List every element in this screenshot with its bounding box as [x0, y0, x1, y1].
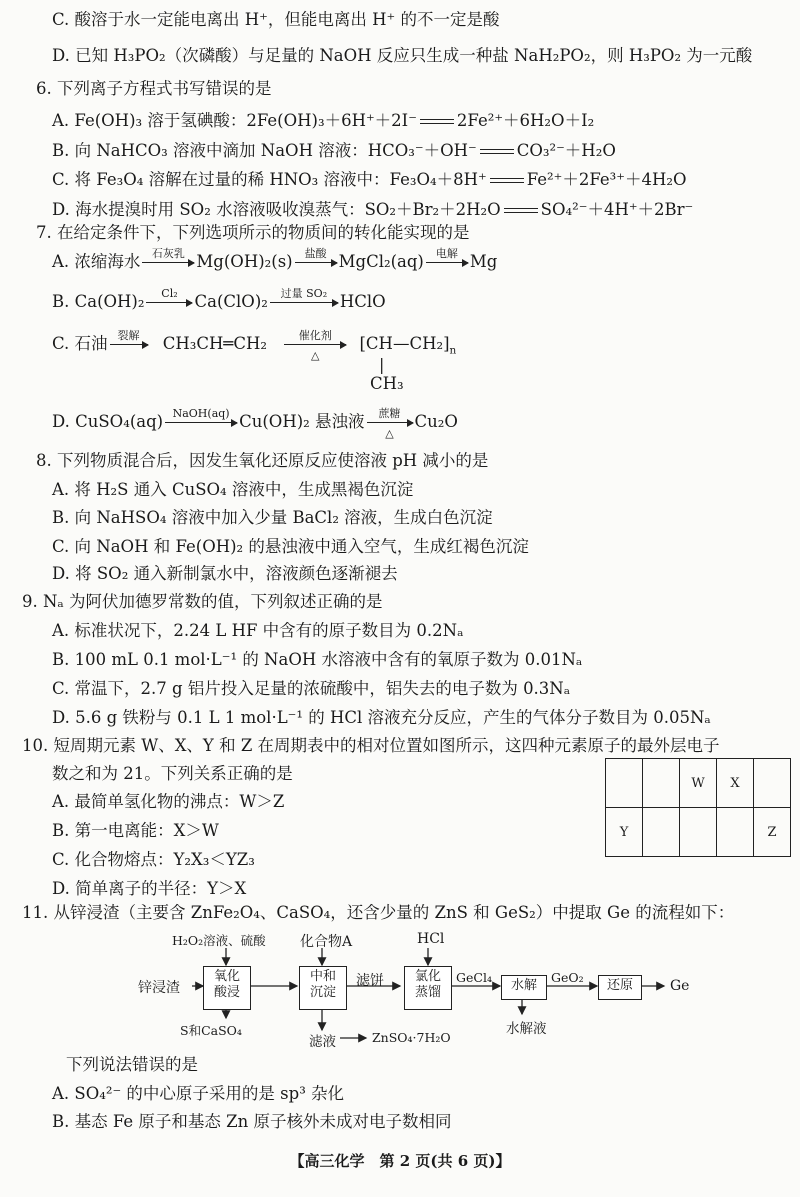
q6-option-d	[52, 198, 693, 222]
arrow-condition: 盐酸	[304, 247, 327, 260]
q6c-right: Fe²⁺＋2Fe³⁺＋4H₂O	[526, 170, 687, 189]
flow-box-label: 中和 沉淀	[309, 969, 336, 1000]
arrow	[426, 247, 468, 263]
flow-end: Ge	[670, 978, 690, 994]
q7c-polymer: [CH—CH₂]	[359, 334, 450, 353]
arrow-condition: NaOH(aq)	[172, 407, 230, 420]
q10-option-a: A. 最简单氢化物的沸点：W＞Z	[52, 792, 285, 811]
flow-mid-1: 滤饼	[356, 973, 384, 989]
q11-option-a: A. SO₄²⁻ 的中心原子采用的是 sp³ 杂化	[52, 1084, 345, 1103]
question-11-stem: 11. 从锌浸渣（主要含 ZnFe₂O₄、CaSO₄，还含少量的 ZnS 和 GeS₂）中提取 Ge 的流程如下：	[22, 903, 735, 922]
q7a-2: Mg(OH)₂(s)	[196, 252, 293, 271]
arrow-condition: 催化剂	[298, 329, 332, 342]
arrow	[270, 287, 338, 303]
option-c-prev: C. 酸溶于水一定能电离出 H⁺，但能电离出 H⁺ 的不一定是酸	[52, 10, 500, 29]
flow-output-2b: ZnSO₄·7H₂O	[372, 1030, 451, 1045]
q7c-2: CH₃CH═CH₂	[162, 334, 267, 353]
q6a-left: A. Fe(OH)₃ 溶于氢碘酸：2Fe(OH)₃＋6H⁺＋2I⁻	[52, 111, 417, 130]
table-cell	[680, 808, 717, 857]
arrow-condition: Cl₂	[161, 287, 178, 300]
q6c-left: C. 将 Fe₃O₄ 溶解在过量的稀 HNO₃ 溶液中：Fe₃O₄＋8H⁺	[52, 170, 487, 189]
q7b-2: Ca(ClO)₂	[194, 292, 268, 311]
q8-option-b: B. 向 NaHSO₄ 溶液中加入少量 BaCl₂ 溶液，生成白色沉淀	[52, 508, 493, 527]
periodic-table-grid	[605, 758, 791, 857]
option-d-prev: D. 已知 H₃PO₂（次磷酸）与足量的 NaOH 反应只生成一种盐 NaH₂PO₂，则 H₃PO₂ 为一元酸	[52, 46, 753, 65]
flow-box-label: 氯化 蒸馏	[414, 969, 441, 1000]
arrow	[295, 247, 337, 263]
table-row	[606, 759, 791, 808]
q6d-right: SO₄²⁻＋4H⁺＋2Br⁻	[540, 200, 694, 219]
equals-sign	[420, 119, 454, 124]
table-cell	[643, 759, 680, 808]
q7-option-c	[52, 329, 457, 362]
flow-input-1: H₂O₂溶液、硫酸	[172, 933, 266, 948]
arrow	[142, 247, 194, 263]
q7c-branch-bond: |	[379, 355, 385, 374]
flow-box-label: 氧化 酸浸	[213, 969, 240, 1000]
question-8-stem: 8. 下列物质混合后，因发生氧化还原反应使溶液 pH 减小的是	[36, 451, 489, 470]
q9-option-c: C. 常温下，2.7 g 铝片投入足量的浓硫酸中，铝失去的电子数为 0.3Nₐ	[52, 679, 571, 698]
q7-option-a	[52, 247, 498, 274]
q7a-3: MgCl₂(aq)	[338, 252, 424, 271]
flow-box-5: 还原	[598, 975, 642, 1000]
flow-input-2: 化合物A	[300, 934, 353, 950]
question-10-stem: 10. 短周期元素 W、X、Y 和 Z 在周期表中的相对位置如图所示，这四种元素原子的最外层电子	[22, 736, 720, 755]
q8-option-a: A. 将 H₂S 通入 CuSO₄ 溶液中，生成黑褐色沉淀	[52, 480, 414, 499]
q10-option-b: B. 第一电离能：X＞W	[52, 821, 219, 840]
flow-input-3: HCl	[417, 931, 445, 947]
flow-box-1	[203, 966, 251, 1010]
table-cell: W	[680, 759, 717, 808]
q6b-left: B. 向 NaHCO₃ 溶液中滴加 NaOH 溶液：HCO₃⁻＋OH⁻	[52, 141, 477, 160]
q7d-3: Cu₂O	[414, 412, 458, 431]
table-row	[606, 808, 791, 857]
table-cell: X	[717, 759, 754, 808]
q8-option-c: C. 向 NaOH 和 Fe(OH)₂ 的悬浊液中通入空气，生成红褐色沉淀	[52, 537, 529, 556]
q7d-1: D. CuSO₄(aq)	[52, 412, 164, 431]
flow-output-2: 滤液	[309, 1034, 336, 1050]
q6a-right: 2Fe²⁺＋6H₂O＋I₂	[456, 111, 595, 130]
flow-output-3: 水解液	[506, 1021, 547, 1037]
table-cell: Y	[606, 808, 643, 857]
arrow-condition: 蔗糖	[378, 407, 401, 420]
q7-option-b	[52, 287, 386, 314]
q6-option-a	[52, 109, 594, 133]
q9-option-a: A. 标准状况下，2.24 L HF 中含有的原子数目为 0.2Nₐ	[52, 621, 464, 640]
q10-option-d: D. 简单离子的半径：Y＞X	[52, 879, 247, 898]
heat-symbol: △	[385, 427, 394, 440]
heat-symbol: △	[311, 349, 320, 362]
table-cell	[754, 759, 791, 808]
q11-option-b: B. 基态 Fe 原子和基态 Zn 原子核外未成对电子数相同	[52, 1112, 452, 1131]
q9-option-b: B. 100 mL 0.1 mol·L⁻¹ 的 NaOH 水溶液中含有的氧原子数为 0.01Nₐ	[52, 650, 583, 669]
equals-sign	[480, 149, 514, 154]
arrow-condition: 石灰乳	[151, 247, 185, 260]
flow-output-1: S和CaSO₄	[180, 1023, 242, 1038]
arrow	[110, 329, 148, 345]
question-9-stem: 9. Nₐ 为阿伏加德罗常数的值，下列叙述正确的是	[22, 592, 383, 611]
question-6-stem: 6. 下列离子方程式书写错误的是	[36, 79, 272, 98]
arrow	[284, 329, 346, 362]
q7a-4: Mg	[469, 252, 498, 271]
q7b-3: HClO	[339, 292, 386, 311]
flow-box-2	[299, 966, 347, 1010]
q7c-methyl: CH₃	[370, 374, 404, 393]
polymer-n: n	[449, 344, 457, 357]
q7c-1: C. 石油	[52, 334, 108, 353]
question-10-stem-cont: 数之和为 21。下列关系正确的是	[52, 764, 293, 783]
q6-option-c	[52, 168, 687, 192]
q9-option-d: D. 5.6 g 铁粉与 0.1 L 1 mol·L⁻¹ 的 HCl 溶液充分反应，产生的气体分子数目为 0.05Nₐ	[52, 708, 711, 727]
q7-option-d	[52, 407, 458, 440]
question-7-stem: 7. 在给定条件下，下列选项所示的物质间的转化能实现的是	[36, 223, 470, 242]
flow-box-4: 水解	[501, 975, 547, 1000]
arrow	[367, 407, 413, 440]
table-cell: Z	[754, 808, 791, 857]
equals-sign	[504, 208, 538, 213]
page-footer: 【高三化学 第 2 页(共 6 页)】	[289, 1152, 511, 1170]
q7d-2: Cu(OH)₂ 悬浊液	[239, 412, 365, 431]
q11-substem: 下列说法错误的是	[66, 1055, 198, 1074]
arrow	[146, 287, 192, 303]
arrow-condition: 过量 SO₂	[280, 287, 328, 300]
arrow-condition: 裂解	[117, 329, 140, 342]
table-cell	[643, 808, 680, 857]
q6d-left: D. 海水提溴时用 SO₂ 水溶液吸收溴蒸气：SO₂＋Br₂＋2H₂O	[52, 200, 501, 219]
flow-start: 锌浸渣	[138, 980, 180, 996]
arrow	[165, 407, 237, 423]
table-cell	[606, 759, 643, 808]
flow-mid-2: GeCl₄	[456, 970, 492, 985]
arrow-condition: 电解	[435, 247, 458, 260]
q8-option-d: D. 将 SO₂ 通入新制氯水中，溶液颜色逐渐褪去	[52, 564, 398, 583]
q6b-right: CO₃²⁻＋H₂O	[516, 141, 616, 160]
equals-sign	[490, 178, 524, 183]
flow-box-3	[404, 966, 452, 1010]
table-cell	[717, 808, 754, 857]
q7b-1: B. Ca(OH)₂	[52, 292, 145, 311]
flow-mid-3: GeO₂	[551, 970, 584, 985]
q7a-1: A. 浓缩海水	[52, 252, 141, 271]
q6-option-b	[52, 139, 616, 163]
q10-option-c: C. 化合物熔点：Y₂X₃＜YZ₃	[52, 850, 255, 869]
